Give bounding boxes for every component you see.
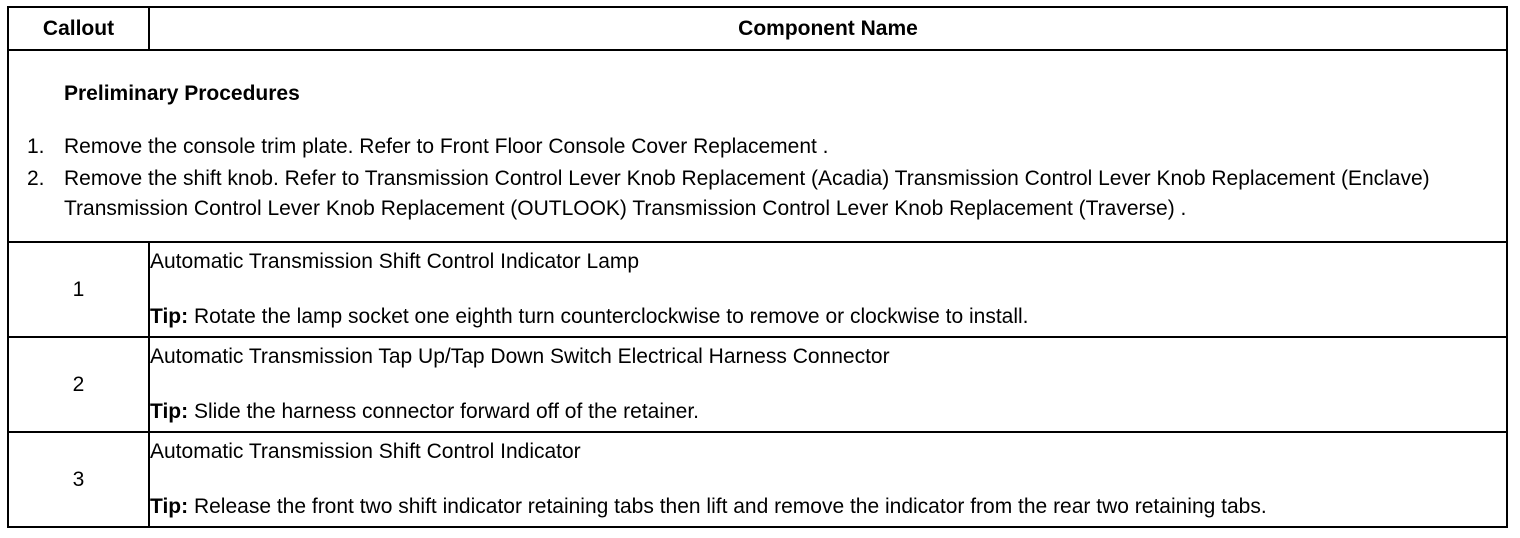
component-name: Automatic Transmission Shift Control Indicator Lamp xyxy=(150,250,640,273)
component-name-header: Component Name xyxy=(149,7,1507,50)
preliminary-steps xyxy=(9,132,1506,224)
tip-text: Release the front two shift indicator retaining tabs then lift and remove the indicator from the rear two retaining tabs. xyxy=(188,495,1267,518)
tip xyxy=(150,302,1506,332)
callout-number: 2 xyxy=(8,337,149,432)
tip-text: Rotate the lamp socket one eighth turn counterclockwise to remove or clockwise to install. xyxy=(188,305,1029,328)
callout-number: 1 xyxy=(8,242,149,337)
step-text: Remove the console trim plate. Refer to Front Floor Console Cover Replacement . xyxy=(64,134,829,158)
tip-label: Tip: xyxy=(150,305,189,328)
step-number: 2. xyxy=(27,166,45,190)
header-row xyxy=(8,7,1507,50)
preliminary-cell xyxy=(8,50,1507,242)
component-name: Automatic Transmission Shift Control Indicator xyxy=(150,440,581,463)
tip xyxy=(150,492,1506,522)
component-cell xyxy=(149,242,1507,337)
step-item xyxy=(9,164,1506,224)
procedure-table xyxy=(7,6,1508,528)
step-number: 1. xyxy=(27,134,45,158)
step-text: Remove the shift knob. Refer to Transmission Control Lever Knob Replacement (Acadia) Transmission Control Lever Knob Replacement (Enclave) Transmission Control Lever Knob Replacement (OUTLOOK) Transmission Control Lever Knob Replacement (Traverse) . xyxy=(64,166,1430,220)
callout-header: Callout xyxy=(8,7,149,50)
tip-label: Tip: xyxy=(150,400,189,423)
preliminary-row xyxy=(8,50,1507,242)
component-cell xyxy=(149,337,1507,432)
component-name: Automatic Transmission Tap Up/Tap Down Switch Electrical Harness Connector xyxy=(150,345,890,368)
tip-label: Tip: xyxy=(150,495,189,518)
component-cell xyxy=(149,432,1507,527)
step-item xyxy=(9,132,1506,162)
tip-text: Slide the harness connector forward off of the retainer. xyxy=(188,400,700,423)
table-row xyxy=(8,337,1507,432)
tip xyxy=(150,397,1506,427)
callout-number: 3 xyxy=(8,432,149,527)
preliminary-title: Preliminary Procedures xyxy=(64,81,300,105)
table-row xyxy=(8,242,1507,337)
table-row xyxy=(8,432,1507,527)
